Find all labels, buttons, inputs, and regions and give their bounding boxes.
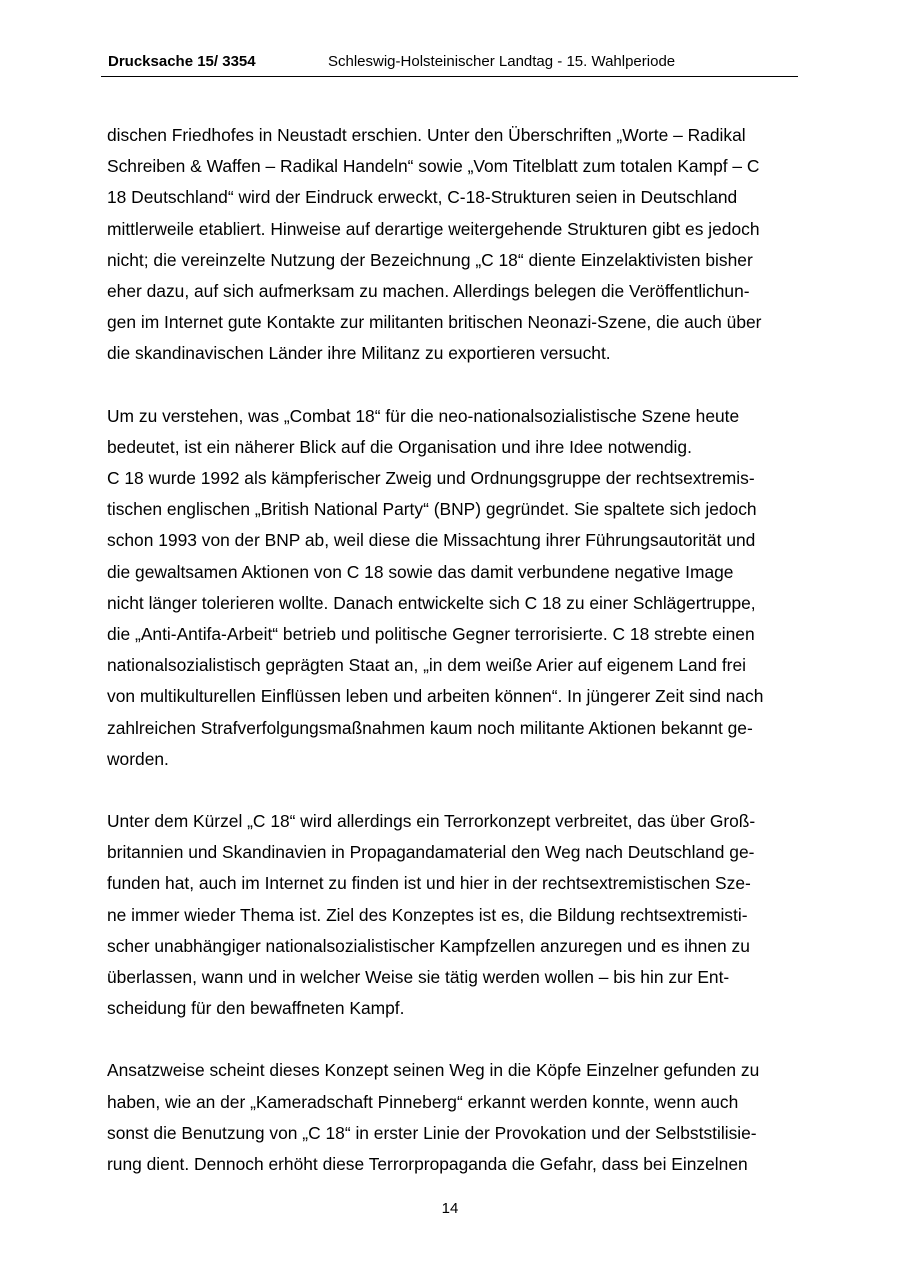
text-line: gen im Internet gute Kontakte zur militanten britischen Neonazi-Szene, die auch über	[107, 312, 762, 333]
text-line: worden.	[107, 748, 169, 769]
paragraph-2	[107, 401, 797, 775]
text-line: die skandinavischen Länder ihre Militanz zu exportieren versucht.	[107, 343, 611, 364]
text-line: Unter dem Kürzel „C 18“ wird allerdings ein Terrorkonzept verbreitet, das über Groß-	[107, 811, 756, 832]
text-line: C 18 wurde 1992 als kämpferischer Zweig und Ordnungsgruppe der rechtsextremis-	[107, 468, 755, 489]
text-line: dischen Friedhofes in Neustadt erschien. Unter den Überschriften „Worte – Radikal	[107, 125, 746, 145]
text-line: die „Anti-Antifa-Arbeit“ betrieb und politische Gegner terrorisierte. C 18 strebte einen	[107, 624, 755, 645]
text-line: scheidung für den bewaffneten Kampf.	[107, 998, 405, 1019]
text-line: rung dient. Dennoch erhöht diese Terrorpropaganda die Gefahr, dass bei Einzelnen	[107, 1154, 748, 1175]
text-line: von multikulturellen Einflüssen leben und arbeiten können“. In jüngerer Zeit sind nach	[107, 686, 764, 707]
text-line: scher unabhängiger nationalsozialistischer Kampfzellen anzuregen und es ihnen zu	[107, 935, 750, 956]
text-line: ne immer wieder Thema ist. Ziel des Konzeptes ist es, die Bildung rechtsextremisti-	[107, 904, 748, 925]
text-line: Um zu verstehen, was „Combat 18“ für die neo-nationalsozialistische Szene heute	[107, 405, 740, 426]
parliament-title: Schleswig-Holsteinischer Landtag - 15. Wahlperiode	[328, 53, 676, 70]
text-line: die gewaltsamen Aktionen von C 18 sowie das damit verbundene negative Image	[107, 561, 734, 582]
paragraph-3	[107, 806, 797, 1024]
page-header	[101, 52, 798, 77]
text-line: sonst die Benutzung von „C 18“ in erster Linie der Provokation und der Selbststilisie-	[107, 1122, 757, 1143]
page-number: 14	[441, 1200, 459, 1217]
text-line: haben, wie an der „Kameradschaft Pinneberg“ erkannt werden konnte, wenn auch	[107, 1091, 739, 1112]
text-line: mittlerweile etabliert. Hinweise auf derartige weitergehende Strukturen gibt es jedoch	[107, 218, 760, 239]
text-line: funden hat, auch im Internet zu finden ist und hier in der rechtsextremistischen Sze-	[107, 873, 751, 894]
text-line: nicht; die vereinzelte Nutzung der Bezeichnung „C 18“ diente Einzelaktivisten bisher	[107, 249, 753, 270]
text-line: 18 Deutschland“ wird der Eindruck erweckt, C-18-Strukturen seien in Deutschland	[107, 187, 738, 208]
text-line: eher dazu, auf sich aufmerksam zu machen. Allerdings belegen die Veröffentlichun-	[107, 281, 750, 302]
text-line: Ansatzweise scheint dieses Konzept seinen Weg in die Köpfe Einzelner gefunden zu	[107, 1060, 760, 1081]
text-line: tischen englischen „British National Party“ (BNP) gegründet. Sie spaltete sich jedoch	[107, 499, 757, 520]
text-line: schon 1993 von der BNP ab, weil diese die Missachtung ihrer Führungsautorität und	[107, 530, 756, 551]
paragraph-1	[107, 120, 797, 370]
document-number: Drucksache 15/ 3354	[108, 53, 256, 70]
page-body	[107, 120, 797, 1211]
text-line: bedeutet, ist ein näherer Blick auf die Organisation und ihre Idee notwendig.	[107, 436, 692, 457]
text-line: britannien und Skandinavien in Propagandamaterial den Weg nach Deutschland ge-	[107, 842, 755, 863]
text-line: überlassen, wann und in welcher Weise sie tätig werden wollen – bis hin zur Ent-	[107, 967, 730, 988]
text-line: nicht länger tolerieren wollte. Danach entwickelte sich C 18 zu einer Schlägertruppe,	[107, 592, 756, 613]
text-line: zahlreichen Strafverfolgungsmaßnahmen kaum noch militante Aktionen bekannt ge-	[107, 717, 753, 738]
text-line: nationalsozialistisch geprägten Staat an, „in dem weiße Arier auf eigenem Land frei	[107, 655, 746, 676]
paragraph-4	[107, 1055, 797, 1180]
text-line: Schreiben & Waffen – Radikal Handeln“ sowie „Vom Titelblatt zum totalen Kampf – C	[107, 156, 760, 177]
